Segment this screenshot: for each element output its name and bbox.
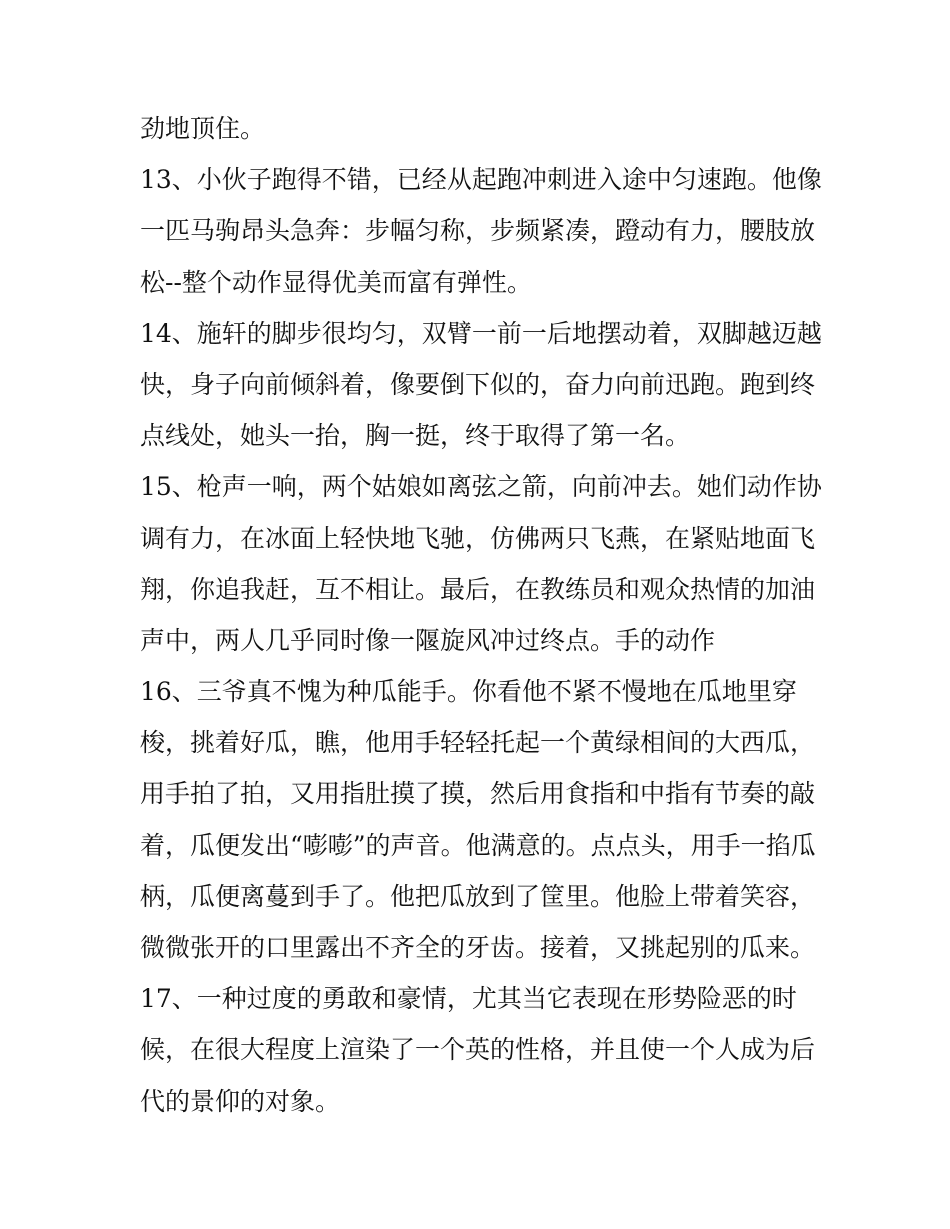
text-line: 梭，挑着好瓜，瞧，他用手轻轻托起一个黄绿相间的大西瓜， — [140, 728, 816, 758]
text-line: 声中，两人几乎同时像一隁旋风冲过终点。手的动作 — [140, 625, 716, 655]
text-line: 13、小伙子跑得不错，已经从起跑冲刺进入途中匀速跑。他像 — [140, 165, 822, 195]
text-line: 翔，你追我赶，互不相让。最后，在教练员和观众热情的加油 — [140, 574, 816, 604]
paragraph-14 — [140, 308, 820, 462]
text-line: 松--整个动作显得优美而富有弹性。 — [140, 267, 532, 297]
text-line: 候，在很大程度上渲染了一个英的性格，并且使一个人成为后 — [140, 1035, 816, 1065]
document-body — [140, 103, 820, 1127]
paragraph-12-continuation — [140, 103, 820, 154]
text-line: 劲地顶住。 — [140, 114, 266, 143]
text-line: 点线处，她头一抬，胸一挺，终于取得了第一名。 — [140, 421, 691, 451]
text-line: 微微张开的口里露出不齐全的牙齿。接着，又挑起别的瓜来。 — [140, 933, 816, 962]
text-line: 代的景仰的对象。 — [140, 1086, 341, 1116]
paragraph-17 — [140, 973, 820, 1127]
text-line: 一匹马驹昂头急奔：步幅匀称，步频紧凑，蹬动有力，腰肢放 — [140, 216, 816, 246]
text-line: 用手拍了拍，又用指肚摸了摸，然后用食指和中指有节奏的敲 — [140, 779, 816, 809]
paragraph-13 — [140, 154, 820, 308]
text-line: 柄，瓜便离蔓到手了。他把瓜放到了筐里。他脸上带着笑容， — [140, 881, 816, 911]
paragraph-15 — [140, 461, 820, 666]
paragraph-16 — [140, 666, 820, 973]
text-line: 14、施轩的脚步很均匀，双臂一前一后地摆动着，双脚越迈越 — [140, 318, 822, 348]
text-line: 17、一种过度的勇敢和豪情，尤其当它表现在形势险恶的时 — [140, 984, 797, 1014]
text-line: 15、枪声一响，两个姑娘如离弦之箭，向前冲去。她们动作协 — [140, 472, 822, 502]
text-line: 着，瓜便发出“嘭嘭”的声音。他满意的。点点头，用手一掐瓜 — [140, 830, 816, 860]
text-line: 调有力，在冰面上轻快地飞驰，仿佛两只飞燕，在紧贴地面飞 — [140, 523, 816, 553]
text-line: 快，身子向前倾斜着，像要倒下似的，奋力向前迅跑。跑到终 — [140, 369, 816, 399]
text-line: 16、三爷真不愧为种瓜能手。你看他不紧不慢地在瓜地里穿 — [140, 677, 797, 707]
